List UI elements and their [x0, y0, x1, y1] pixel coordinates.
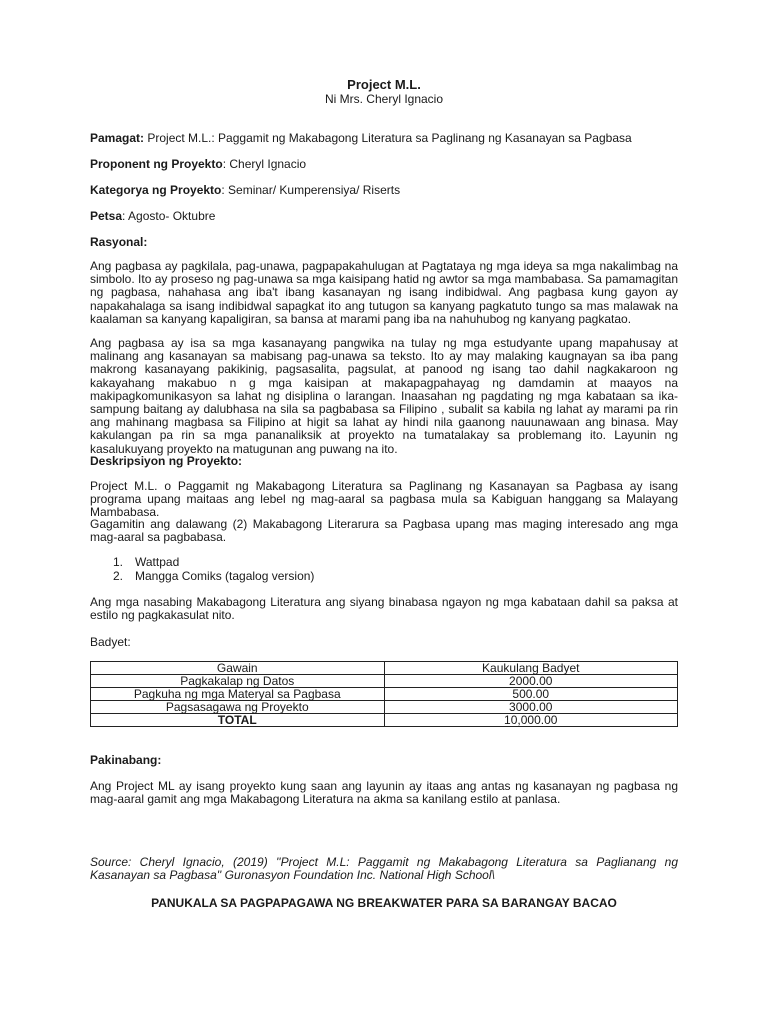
document-title: Project M.L.	[347, 77, 421, 92]
literature-list	[90, 556, 314, 583]
table-row	[91, 675, 678, 688]
list-number: 1.	[113, 555, 124, 569]
table-cell: Pagkakalap ng Datos	[91, 675, 385, 688]
deskripsiyon-paragraph-2: Gagamitin ang dalawang (2) Makabagong Literarura sa Pagbasa upang mas maging interesado ang mga mag-aaral sa pagbabasa.	[90, 517, 678, 545]
table-cell: 10,000.00	[384, 714, 678, 727]
next-section-title: PANUKALA SA PAGPAPAGAWA NG BREAKWATER PARA SA BARANGAY BACAO	[151, 896, 617, 910]
list-number: 2.	[113, 568, 124, 583]
field-label: Petsa	[90, 209, 123, 223]
list-text: Wattpad	[135, 555, 180, 569]
section-heading-deskripsiyon: Deskripsiyon ng Proyekto:	[90, 454, 243, 468]
field-label: Proponent ng Proyekto	[90, 157, 223, 171]
document-byline: Ni Mrs. Cheryl Ignacio	[324, 92, 444, 106]
field-value: Project M.L.: Paggamit ng Makabagong Literatura sa Paglinang ng Kasanayan sa Pagbasa	[144, 131, 632, 145]
table-cell: TOTAL	[91, 714, 385, 727]
table-header-cell: Gawain	[91, 662, 385, 675]
table-cell: Pagsasagawa ng Proyekto	[91, 701, 385, 714]
table-cell: 3000.00	[384, 701, 678, 714]
table-row	[91, 701, 678, 714]
field-label: Kategorya ng Proyekto	[90, 183, 222, 197]
field-value: : Seminar/ Kumperensiya/ Riserts	[221, 183, 401, 197]
field-proponent	[90, 157, 306, 171]
table-cell: Pagkuha ng mga Materyal sa Pagbasa	[91, 688, 385, 701]
field-value: : Agosto- Oktubre	[122, 209, 216, 223]
list-item	[90, 570, 314, 584]
list-text: Mangga Comiks (tagalog version)	[135, 568, 315, 583]
table-cell: 500.00	[384, 688, 678, 701]
table-header-row	[91, 662, 678, 675]
table-total-row	[91, 714, 678, 727]
deskripsiyon-paragraph-1: Project M.L. o Paggamit ng Makabagong Literatura sa Paglinang ng Kasanayan sa Pagbasa ay isang programa upang maitaas ang lebel ng mag-aaral sa pagbasa mula sa Kabiguan hanggang sa Malayang Mambabasa.	[90, 479, 678, 520]
field-petsa	[90, 209, 215, 223]
section-heading-rasyonal: Rasyonal:	[90, 235, 148, 249]
badyet-label: Badyet:	[90, 635, 131, 649]
field-pamagat	[90, 131, 632, 145]
pakinabang-paragraph: Ang Project ML ay isang proyekto kung saan ang layunin ay itaas ang antas ng kasanayan ng pagbasa ng mag-aaral gamit ang mga Makabagong Literatura na akma sa kanilang estilo at panlasa.	[90, 779, 678, 807]
table-row	[91, 688, 678, 701]
section-heading-pakinabang: Pakinabang:	[90, 753, 162, 767]
source-citation: Source: Cheryl Ignacio, (2019) ''Project M.L: Paggamit ng Makabagong Literatura sa Paglianang ng Kasanayan sa Pagbasa'' Guronasyon Foundation Inc. National High School\	[90, 855, 678, 883]
field-kategorya	[90, 183, 400, 197]
deskripsiyon-paragraph-3: Ang mga nasabing Makabagong Literatura ang siyang binabasa ngayon ng mga kabataan dahil sa paksa at estilo ng pagkakasulat nito.	[90, 595, 678, 623]
field-label: Pamagat:	[90, 131, 145, 145]
rasyonal-paragraph-2: Ang pagbasa ay isa sa mga kasanayang pangwika na tulay ng mga estudyante upang mapahusay at malinang ang kasanayan sa mabisang pag-unawa sa teksto. Ito ay may malaking kaugnayan sa iba pang makrong kasanayang pakikinig, pagsasalita, pagsulat, at panood ng isang tao dahil nagkakaroon ng kakayahang makabuo n g mga kaisipan at makapagpahayag ng damdamin at maayos na makipagkomunikasyon sa lahat ng disiplina o larangan. Inaasahan ng pagdating ng mga kabataan sa ika-sampung baitang ay dalubhasa na sila sa pagbabasa sa Filipino , subalit sa kabila ng lahat ay marami pa rin ang mahinang magbasa sa Filipino at higit sa lahat ay hindi nila gaanong nauunawaan ang binasa. May kakulangan pa rin sa mga pananaliksik at proyekto na tumatalakay sa problemang ito. Layunin ng kasalukuyang proyekto na matugunan ang puwang na ito.	[90, 336, 678, 456]
table-cell: 2000.00	[384, 675, 678, 688]
table-header-cell: Kaukulang Badyet	[384, 662, 678, 675]
list-item	[90, 556, 314, 570]
field-value: : Cheryl Ignacio	[222, 157, 307, 171]
budget-table	[90, 661, 678, 727]
rasyonal-paragraph-1: Ang pagbasa ay pagkilala, pag-unawa, pagpapakahulugan at Pagtataya ng mga ideya sa mga nakalimbag na simbolo. Ito ay proseso ng pag-unawa sa mga kaisipang hatid ng awtor sa mga mambabasa. Sa pamamagitan ng pagbasa, nahahasa ang iba't ibang kasanayan ng isang indibidwal. Ang pagbasa kung gayon ay napakahalaga sa isang indibidwal sapagkat ito ang tutugon sa kanyang pagkatuto tungo sa mas malawak na kaalaman sa kanyang kapaligiran, sa bansa at marami pang iba na nahuhubog ng kanyang pagkatao.	[90, 259, 678, 326]
